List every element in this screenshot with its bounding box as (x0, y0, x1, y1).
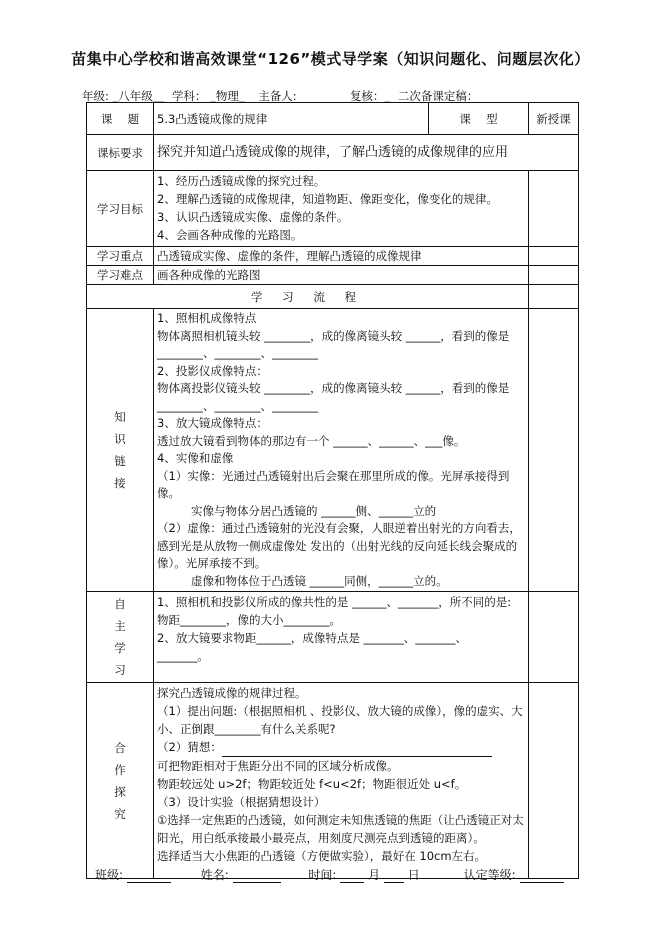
key-side-cell (529, 247, 579, 266)
cooperation-line (157, 738, 525, 757)
key-value: 凸透镜成实像、虚像的条件，理解凸透镜的成像规律 (154, 247, 529, 266)
flow-label: 学 习 流 程 (87, 285, 529, 309)
difficulty-label: 学习难点 (87, 266, 154, 285)
cooperation-line: 选择适当大小焦距的凸透镜（方便做实验），最好在 10cm左右。 (157, 849, 487, 863)
knowledge-label-text: 知识链接 (114, 410, 126, 490)
knowledge-content (154, 309, 529, 592)
cooperation-line: 物距较远处 u>2f；物距较近处 f<u<2f；物距很近处 u<f。 (157, 777, 467, 791)
goals-side-cell (529, 171, 579, 247)
reviewer-label: 复核：_ (349, 89, 391, 103)
subject-label: 学科： (171, 89, 207, 103)
knowledge-row (87, 309, 579, 592)
self-study-label-text: 自主学习 (114, 597, 126, 677)
self-study-line: 物距________，像的大小________。 (157, 613, 341, 627)
day-label: 日 (407, 868, 420, 882)
topic-value: 5.3凸透镜成像的规律 (154, 103, 429, 135)
self-study-line: 2、放大镜要求物距______，成像特点是 _______、_______、 (157, 631, 467, 645)
standard-row (87, 135, 579, 171)
name-blank (233, 868, 281, 883)
self-study-content (154, 592, 529, 683)
month-label: 月 (368, 868, 381, 882)
knowledge-line: 物体离投影仪镜头较 ________，成的像离镜头较 ______，看到的像是 (157, 381, 510, 395)
goal-item: 1、经历凸透镜成像的探究过程。 (157, 174, 326, 188)
knowledge-side-cell (529, 309, 579, 592)
hypothesis-label: （2）猜想： (157, 740, 222, 754)
day-blank (384, 868, 404, 883)
page-title: 苗集中心学校和谐高效课堂“126”模式导学案（知识问题化、问题层次化） (71, 50, 590, 68)
self-study-row (87, 592, 579, 683)
hypothesis-blank (222, 738, 492, 757)
footer-line (95, 866, 564, 883)
cooperation-line: 探究凸透镜成像的规律过程。 (157, 686, 307, 700)
class-blank (127, 868, 171, 883)
knowledge-line: 2、投影仪成像特点： (157, 363, 268, 378)
cooperation-side-cell (529, 683, 579, 879)
cooperation-line: 可把物距相对于焦距分出不同的区域分析成像。 (157, 759, 399, 773)
knowledge-line: 虚像和物体位于凸透镜 ______同侧，______立的。 (191, 573, 448, 588)
self-study-line: 1、照相机和投影仪所成的像共性的是 ______、_______，所不同的是: (157, 595, 512, 609)
grade-value: _八年级__ (112, 89, 165, 103)
cooperation-label-text: 合作探究 (114, 740, 126, 821)
difficulty-side-cell (529, 266, 579, 285)
goals-cell (154, 171, 529, 247)
knowledge-line: ________、________、________ (157, 346, 318, 360)
second-prep-label: 二次备课定稿： (397, 89, 479, 103)
preparer-label: 主备人: (258, 89, 297, 103)
goals-label: 学习目标 (87, 171, 154, 247)
goal-item: 2、理解凸透镜的成像规律，知道物距、像距变化，像变化的规律。 (157, 192, 498, 206)
self-study-side-cell (529, 592, 579, 683)
study-plan-table (86, 102, 579, 879)
knowledge-line: 实像与物体分居凸透镜的 ______侧、______立的 (191, 503, 437, 518)
subject-value: _物理_ (210, 89, 245, 103)
knowledge-line: ________、________、________ (157, 398, 318, 413)
cooperation-label (87, 683, 154, 879)
flow-side-cell (529, 285, 579, 309)
goals-row (87, 171, 579, 247)
time-label: 时间: (308, 868, 337, 882)
self-study-label (87, 592, 154, 683)
self-study-line: _______。 (157, 649, 209, 663)
cooperation-line: （3）设计实验（根据猜想设计） (157, 795, 326, 809)
knowledge-line: （2）虚像：通过凸透镜射的光没有会聚，人眼逆着出射光的方向看去，感到光是从放物一侧成虚像处 发出的（出射光线的反向延长线会聚成的像）。光屏承接不到。 (157, 521, 521, 570)
key-row (87, 247, 579, 266)
difficulty-row (87, 266, 579, 285)
cooperation-content (154, 683, 529, 879)
knowledge-line: 物体离照相机镜头较 ________，成的像离镜头较 ______，看到的像是 (157, 328, 510, 343)
grade-label: 年级: (82, 89, 109, 103)
rating-label: 认定等级: (463, 868, 516, 882)
month-blank (340, 868, 364, 883)
cooperation-row (87, 683, 579, 879)
topic-label: 课 题 (87, 103, 154, 135)
topic-row (87, 103, 579, 135)
knowledge-line: （1）实像：光通过凸透镜射出后会聚在那里所成的像。光屏承接得到像。 (157, 468, 510, 500)
goal-item: 4、会画各种成像的光路图。 (157, 228, 303, 242)
name-label: 姓名: (200, 868, 229, 882)
type-value: 新授课 (529, 103, 579, 135)
class-label: 班级: (95, 868, 124, 882)
standard-value: 探究并知道凸透镜成像的规律，了解凸透镜的成像规律的应用 (154, 135, 579, 171)
knowledge-line: 1、照相机成像特点 (157, 311, 257, 325)
standard-label: 课标要求 (87, 135, 154, 171)
goal-item: 3、认识凸透镜成实像、虚像的条件。 (157, 210, 349, 224)
cooperation-line: ①选择一定焦距的凸透镜，如何测定未知焦透镜的焦距（让凸透镜正对太阳光，用白纸承接最小最亮点，用刻度尺测亮点到透镜的距离）。 (157, 813, 524, 845)
knowledge-line: 透过放大镜看到物体的那边有一个 ______、______、___像。 (157, 433, 466, 448)
type-label: 课 型 (429, 103, 529, 135)
knowledge-label (87, 309, 154, 592)
flow-row (87, 285, 579, 309)
knowledge-line: 4、实像和虚像 (157, 451, 234, 465)
knowledge-line: 3、放大镜成像特点： (157, 416, 268, 430)
rating-blank (520, 868, 564, 883)
cooperation-line: （1）提出问题:（根据照相机 、投影仪、放大镜的成像），像的虚实、大小、正倒跟________有什么关系呢? (157, 704, 523, 736)
difficulty-value: 画各种成像的光路图 (154, 266, 529, 285)
key-label: 学习重点 (87, 247, 154, 266)
